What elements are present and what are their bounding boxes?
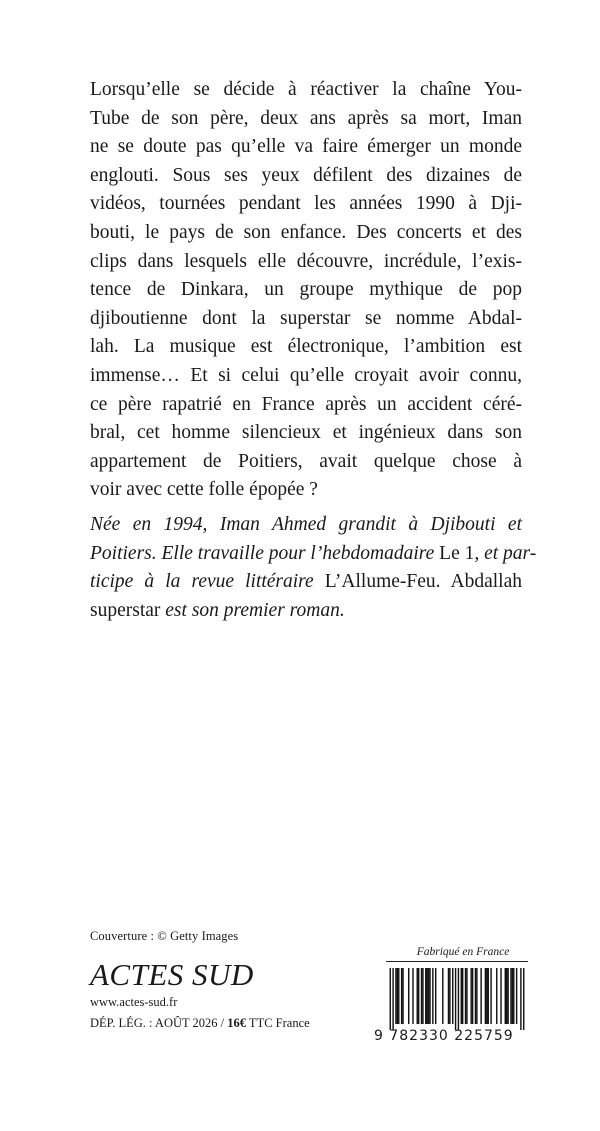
barcode-bar — [422, 968, 423, 1024]
blurb-line: Lorsqu’elle se décide à réactiver la chaîne You- — [90, 79, 522, 100]
bio-text: est son premier roman. — [165, 599, 345, 621]
barcode-bar — [395, 968, 396, 1024]
barcode-bar — [506, 968, 507, 1024]
barcode-bar — [520, 968, 521, 1030]
bio-line — [90, 540, 537, 569]
blurb-line: bral, cet homme silencieux et ingénieux dans son — [90, 422, 522, 444]
barcode-bar — [523, 968, 524, 1030]
barcode-bar — [429, 968, 430, 1024]
blurb-line: lah. La musique est électronique, l’ambition est — [90, 336, 522, 358]
legal-text: DÉP. LÉG. : AOÛT 2026 / — [90, 1016, 228, 1030]
bio-line — [90, 597, 522, 626]
review-title: L’Allume-Feu. Abdallah — [324, 571, 522, 593]
barcode-bar — [421, 968, 422, 1024]
barcode-bar — [408, 968, 409, 1024]
bio-text: Née en 1994, Iman Ahmed grandit à Djibouti et — [90, 514, 522, 535]
legal-deposit — [90, 1016, 310, 1031]
barcode-bar — [417, 968, 418, 1024]
bio-text: , et par- — [474, 542, 537, 564]
barcode-bar — [485, 968, 486, 1024]
back-cover-blurb — [90, 76, 522, 505]
barcode-bar — [472, 968, 473, 1024]
barcode-bar — [435, 968, 436, 1024]
barcode-bar — [488, 968, 489, 1024]
barcode-bar — [512, 968, 513, 1024]
barcode-bar — [462, 968, 463, 1024]
made-in-label: Fabriqué en France — [416, 946, 510, 958]
barcode-bar — [516, 968, 517, 1024]
barcode-bar — [452, 968, 453, 1024]
book-title: superstar — [90, 599, 161, 621]
barcode-bar — [480, 968, 481, 1024]
blurb-line: tence de Dinkara, un groupe mythique de pop — [90, 279, 522, 301]
blurb-line: immense… Et si celui qu’elle croyait avoir connu, — [90, 364, 522, 386]
barcode-bar — [418, 968, 419, 1024]
barcode-bar — [505, 968, 506, 1024]
barcode-bar — [442, 968, 443, 1024]
barcode-bar — [465, 968, 466, 1024]
barcode-bar — [507, 968, 508, 1024]
publisher-website: www.actes-sud.fr — [90, 995, 178, 1009]
blurb-line: ne se doute pas qu’elle va faire émerger un monde — [90, 136, 522, 158]
author-bio — [90, 511, 537, 625]
blurb-line: voir avec cette folle épopée ? — [90, 479, 318, 501]
publisher-logo: ACTES SUD — [90, 957, 254, 992]
barcode-bar — [397, 968, 398, 1024]
barcode-bar — [470, 968, 471, 1024]
barcode-bar — [476, 968, 477, 1024]
barcode-bar — [448, 968, 449, 1024]
bio-line — [90, 568, 522, 597]
barcode-bar — [432, 968, 433, 1024]
barcode-bar — [475, 968, 476, 1024]
barcode-bar — [398, 968, 399, 1024]
legal-text: TTC France — [246, 1016, 310, 1030]
barcode-bar — [500, 968, 501, 1024]
barcode-bar — [486, 968, 487, 1024]
barcode-bar — [428, 968, 429, 1024]
barcode-bar — [490, 968, 491, 1024]
isbn-digits: 9 782330 225759 — [374, 1028, 514, 1044]
blurb-line: appartement de Poitiers, avait quelque chose à — [90, 450, 522, 472]
blurb-line: vidéos, tournées pendant les années 1990 à Dji- — [90, 193, 522, 215]
barcode-bar — [455, 968, 456, 1030]
barcode-bar — [461, 968, 462, 1024]
barcode-bar — [510, 968, 511, 1024]
barcode-bar — [412, 968, 413, 1024]
bio-text: ticipe à la revue littéraire — [90, 571, 314, 593]
barcode-bar — [496, 968, 497, 1024]
bio-line — [90, 511, 522, 540]
barcode-bar — [513, 968, 514, 1024]
blurb-line: ce père rapatrié en France après un accident céré- — [90, 393, 522, 415]
price: 16€ — [227, 1016, 247, 1030]
barcode-bar — [449, 968, 450, 1024]
blurb-line: djiboutienne dont la superstar se nomme Abdal- — [90, 307, 522, 329]
blurb-line: clips dans lesquels elle découvre, incrédule, l’exis- — [90, 250, 522, 272]
bio-text: Poitiers. Elle travaille pour l’hebdomadaire — [90, 542, 435, 564]
barcode-bar — [425, 968, 426, 1024]
blurb-line: bouti, le pays de son enfance. Des concerts et des — [90, 221, 522, 243]
barcode-bar — [466, 968, 467, 1024]
barcode-bar — [390, 968, 391, 1030]
cover-credit: Couverture : © Getty Images — [90, 929, 239, 943]
blurb-line: Tube de son père, deux ans après sa mort, Iman — [90, 107, 522, 129]
barcode-bar — [401, 968, 402, 1024]
magazine-title: Le 1 — [439, 542, 475, 564]
barcode-bar — [458, 968, 459, 1030]
barcode-bars — [386, 968, 528, 1030]
barcode-bar — [402, 968, 403, 1024]
barcode-bar — [426, 968, 427, 1024]
blurb-line: englouti. Sous ses yeux défilent des dizaines de — [90, 164, 522, 186]
barcode-bar — [392, 968, 393, 1030]
